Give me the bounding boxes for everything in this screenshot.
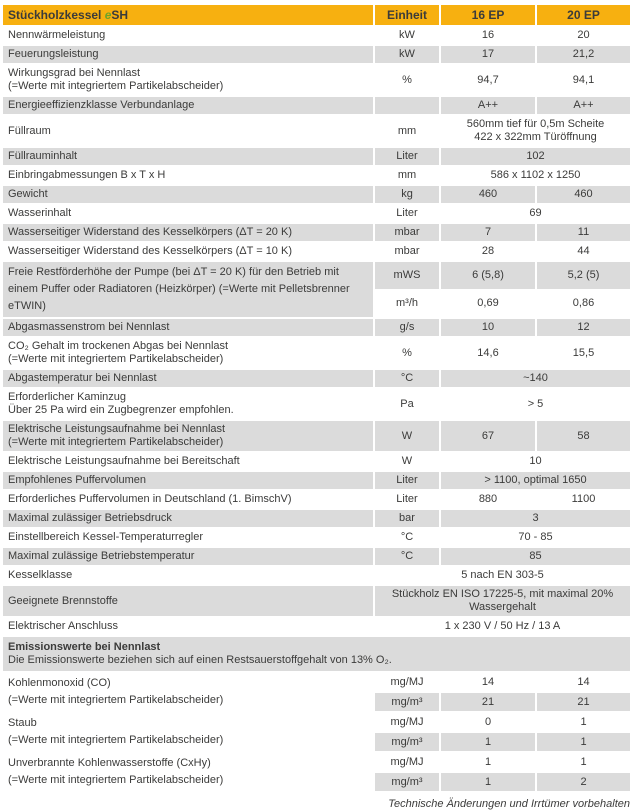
row-wirkungsgrad (3, 65, 630, 97)
unit-cell: mWS (373, 262, 439, 291)
value-line: 422 x 322mm Türöffnung (474, 131, 597, 143)
row-feuerungsleistung (3, 46, 630, 65)
value-cell-20ep: 58 (535, 421, 630, 453)
row-label-note: (=Werte mit integriertem Partikelabscheider) (8, 436, 224, 448)
row-gewicht (3, 186, 630, 205)
value-cell-16ep: 7 (439, 224, 535, 243)
value-cell-20ep: 2 (535, 773, 630, 793)
unit-cell: Pa (373, 389, 439, 421)
section-header (3, 637, 630, 673)
unit-cell: % (373, 65, 439, 97)
row-label: Kesselklasse (3, 567, 373, 586)
value-cell-16ep: 14,6 (439, 338, 535, 370)
row-energieeffizienzklasse (3, 97, 630, 116)
value-cell-span: ~140 (439, 370, 630, 389)
table-header-row (3, 5, 630, 27)
section-subtitle: Die Emissionswerte beziehen sich auf einen Restsauerstoffgehalt von 13% O₂. (8, 654, 392, 666)
value-cell-20ep: A++ (535, 97, 630, 116)
unit-cell: Liter (373, 472, 439, 491)
value-cell-span: 10 (439, 453, 630, 472)
value-cell-20ep: 11 (535, 224, 630, 243)
value-cell-20ep: 12 (535, 319, 630, 338)
value-cell-20ep: 1 (535, 753, 630, 773)
value-cell-20ep: 20 (535, 27, 630, 46)
unit-cell: mg/MJ (373, 753, 439, 773)
unit-cell: m³/h (373, 291, 439, 320)
value-line: 560mm tief für 0,5m Scheite (466, 118, 605, 130)
row-label: Abgastemperatur bei Nennlast (3, 370, 373, 389)
unit-cell: kg (373, 186, 439, 205)
unit-cell: °C (373, 370, 439, 389)
product-title (3, 5, 373, 27)
value-cell-16ep: 6 (5,8) (439, 262, 535, 291)
value-cell-20ep: 94,1 (535, 65, 630, 97)
row-label: Wasserseitiger Widerstand des Kesselkörpers (ΔT = 20 K) (3, 224, 373, 243)
row-brennstoffe (3, 586, 630, 618)
unit-cell: mg/MJ (373, 713, 439, 733)
row-abgasmassenstrom (3, 319, 630, 338)
unit-cell: g/s (373, 319, 439, 338)
row-empfohlenes-puffervolumen (3, 472, 630, 491)
row-label-line: Erforderlicher Kaminzug (8, 391, 126, 403)
row-label: Einbringabmessungen B x T x H (3, 167, 373, 186)
row-temperaturregler (3, 529, 630, 548)
unit-cell: kW (373, 46, 439, 65)
row-label-note: (=Werte mit integriertem Partikelabscheider) (8, 734, 224, 746)
row-label (3, 389, 373, 421)
unit-cell: mbar (373, 224, 439, 243)
value-cell-span: 102 (439, 148, 630, 167)
row-label: Füllraum (3, 116, 373, 148)
unit-cell: Liter (373, 205, 439, 224)
row-label: Nennwärmeleistung (3, 27, 373, 46)
row-label: Erforderliches Puffervolumen in Deutschland (1. BimschV) (3, 491, 373, 510)
unit-cell: °C (373, 529, 439, 548)
row-label-note: (=Werte mit integriertem Partikelabscheider) (8, 353, 224, 365)
unit-cell: Liter (373, 491, 439, 510)
unit-cell: mg/m³ (373, 773, 439, 793)
value-cell-16ep: 21 (439, 693, 535, 713)
unit-cell: °C (373, 548, 439, 567)
row-fuellrauminhalt (3, 148, 630, 167)
value-cell-span: 85 (439, 548, 630, 567)
row-label-line: Wirkungsgrad bei Nennlast (8, 67, 141, 79)
row-label-note: (=Werte mit integriertem Partikelabscheider) (8, 80, 224, 92)
value-cell-16ep: 16 (439, 27, 535, 46)
row-label: Wasserseitiger Widerstand des Kesselkörpers (ΔT = 10 K) (3, 243, 373, 262)
value-cell-20ep: 5,2 (5) (535, 262, 630, 291)
value-cell-span: 70 - 85 (439, 529, 630, 548)
row-leistung-bereitschaft (3, 453, 630, 472)
product-title-rest: SH (111, 7, 129, 22)
value-cell-20ep: 1 (535, 733, 630, 753)
value-cell-16ep: 94,7 (439, 65, 535, 97)
value-cell-16ep: 0 (439, 713, 535, 733)
unit-cell: % (373, 338, 439, 370)
value-cell-20ep: 15,5 (535, 338, 630, 370)
value-cell-16ep: 1 (439, 753, 535, 773)
row-label: Maximal zulässige Betriebstemperatur (3, 548, 373, 567)
value-cell-16ep: 67 (439, 421, 535, 453)
row-label: Abgasmassenstrom bei Nennlast (3, 319, 373, 338)
model-20ep-column-header: 20 EP (535, 5, 630, 27)
value-cell-20ep: 14 (535, 673, 630, 693)
row-restfoerderhoehe-a (3, 262, 630, 291)
value-cell-span: 5 nach EN 303-5 (373, 567, 630, 586)
unit-cell: Liter (373, 148, 439, 167)
value-cell-span: 586 x 1102 x 1250 (439, 167, 630, 186)
value-cell-16ep: 1 (439, 733, 535, 753)
model-16ep-column-header: 16 EP (439, 5, 535, 27)
row-kohlenmonoxid-a (3, 673, 630, 693)
brand-e-mark: e (104, 7, 112, 22)
unit-cell: mm (373, 116, 439, 148)
row-staub-a (3, 713, 630, 733)
value-cell-span: > 5 (439, 389, 630, 421)
row-label: Geeignete Brennstoffe (3, 586, 373, 618)
value-cell-20ep: 1 (535, 713, 630, 733)
value-cell-span (439, 116, 630, 148)
row-label (3, 65, 373, 97)
spec-table (3, 5, 630, 793)
row-label: Feuerungsleistung (3, 46, 373, 65)
value-cell-16ep: 17 (439, 46, 535, 65)
row-label: Wasserinhalt (3, 205, 373, 224)
value-cell-16ep: 880 (439, 491, 535, 510)
unit-cell: bar (373, 510, 439, 529)
row-label: Gewicht (3, 186, 373, 205)
value-cell-span: 1 x 230 V / 50 Hz / 13 A (373, 618, 630, 637)
unit-cell: W (373, 421, 439, 453)
row-label: Empfohlenes Puffervolumen (3, 472, 373, 491)
section-title: Emissionswerte bei Nennlast (8, 641, 161, 653)
row-label-line: Unverbrannte Kohlenwasserstoffe (CxHy) (8, 757, 211, 769)
value-cell-20ep: 1100 (535, 491, 630, 510)
value-cell-16ep: A++ (439, 97, 535, 116)
value-cell-span: > 1100, optimal 1650 (439, 472, 630, 491)
footer-note: Technische Änderungen und Irrtümer vorbehalten (388, 798, 630, 810)
row-label (3, 713, 373, 753)
row-label-line: Kohlenmonoxid (CO) (8, 677, 111, 689)
value-cell-16ep: 460 (439, 186, 535, 205)
value-cell-20ep: 21,2 (535, 46, 630, 65)
value-cell-16ep: 14 (439, 673, 535, 693)
unit-cell: W (373, 453, 439, 472)
row-label-line: Elektrische Leistungsaufnahme bei Nennlast (8, 423, 226, 435)
row-label (3, 338, 373, 370)
row-label: Elektrischer Anschluss (3, 618, 373, 637)
unit-column-header: Einheit (373, 5, 439, 27)
value-cell-16ep: 28 (439, 243, 535, 262)
unit-cell: mg/m³ (373, 733, 439, 753)
row-label: Elektrische Leistungsaufnahme bei Bereitschaft (3, 453, 373, 472)
row-einbringabmessungen (3, 167, 630, 186)
row-label: Füllrauminhalt (3, 148, 373, 167)
value-cell-span (373, 586, 630, 618)
value-cell-16ep: 0,69 (439, 291, 535, 320)
value-cell-20ep: 21 (535, 693, 630, 713)
value-cell-span: 3 (439, 510, 630, 529)
row-co2-gehalt (3, 338, 630, 370)
row-betriebstemperatur (3, 548, 630, 567)
row-abgastemperatur (3, 370, 630, 389)
unit-cell: mm (373, 167, 439, 186)
row-kohlenwasserstoffe-a (3, 753, 630, 773)
unit-cell: kW (373, 27, 439, 46)
row-kaminzug (3, 389, 630, 421)
row-label-note: (=Werte mit integriertem Partikelabscheider) (8, 694, 224, 706)
row-label (3, 421, 373, 453)
row-wasserinhalt (3, 205, 630, 224)
row-label: Energieeffizienzklasse Verbundanlage (3, 97, 373, 116)
row-nennwaermeleistung (3, 27, 630, 46)
row-label-note: (=Werte mit integriertem Partikelabscheider) (8, 774, 224, 786)
row-label (3, 753, 373, 793)
row-label: Maximal zulässiger Betriebsdruck (3, 510, 373, 529)
value-cell-20ep: 44 (535, 243, 630, 262)
row-kesselklasse (3, 567, 630, 586)
row-betriebsdruck (3, 510, 630, 529)
row-label (3, 673, 373, 713)
row-erforderliches-puffervolumen (3, 491, 630, 510)
value-cell-16ep: 1 (439, 773, 535, 793)
row-widerstand-10k (3, 243, 630, 262)
product-title-prefix: Stückholzkessel (8, 7, 105, 22)
row-label: Freie Restförderhöhe der Pumpe (bei ΔT = 20 K) für den Betrieb mit einem Puffer oder Radiatoren (Heizkörper) (=Werte mit Pelletsbrenner eTWIN) (3, 262, 373, 319)
value-line: Stückholz EN ISO 17225-5, mit maximal 20% Wassergehalt (391, 588, 614, 613)
row-label-line: Staub (8, 717, 37, 729)
unit-cell: mg/MJ (373, 673, 439, 693)
value-cell-16ep: 10 (439, 319, 535, 338)
row-leistung-nennlast (3, 421, 630, 453)
row-label-line: CO₂ Gehalt im trockenen Abgas bei Nennlast (8, 340, 229, 352)
unit-cell (373, 97, 439, 116)
row-widerstand-20k (3, 224, 630, 243)
value-cell-20ep: 0,86 (535, 291, 630, 320)
row-emissionswerte-header (3, 637, 630, 673)
value-cell-span: 69 (439, 205, 630, 224)
unit-cell: mbar (373, 243, 439, 262)
row-fuellraum (3, 116, 630, 148)
value-cell-20ep: 460 (535, 186, 630, 205)
row-label-note: Über 25 Pa wird ein Zugbegrenzer empfohlen. (8, 404, 234, 416)
row-anschluss (3, 618, 630, 637)
row-label: Einstellbereich Kessel-Temperaturregler (3, 529, 373, 548)
unit-cell: mg/m³ (373, 693, 439, 713)
